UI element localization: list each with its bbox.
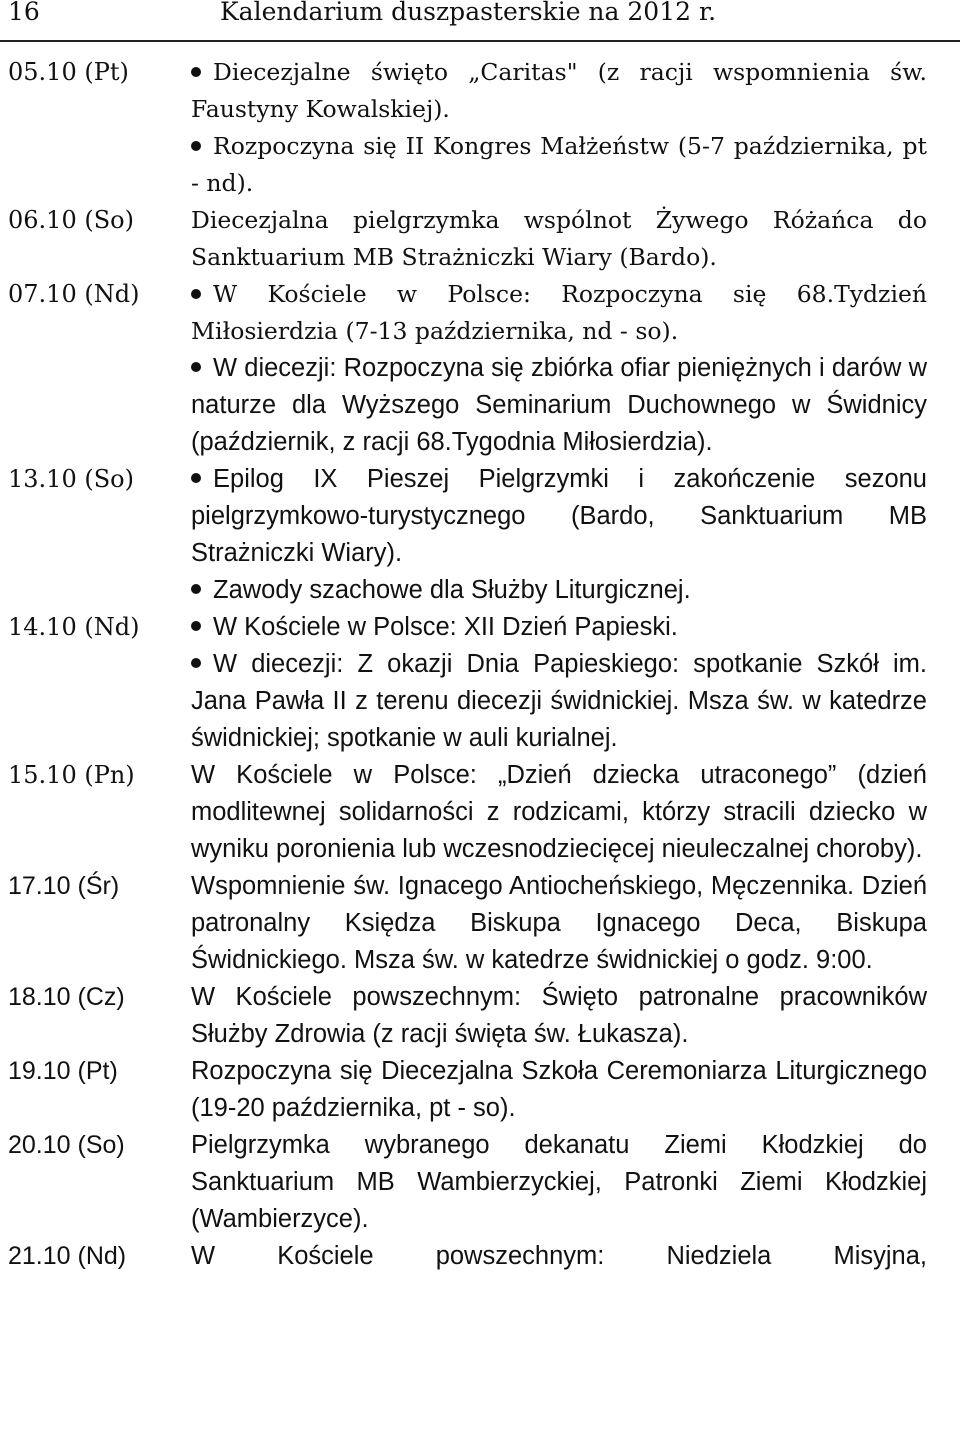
entry-item (191, 461, 927, 572)
calendar-entry (0, 202, 960, 276)
entry-text: Zawody szachowe dla Służby Liturgicznej. (213, 576, 691, 604)
bullet-icon (191, 141, 201, 151)
entry-text: W diecezji: Z okazji Dnia Papieskiego: spotkanie Szkół im. Jana Pawła II z terenu diecezji świdnickiej. Msza św. w katedrze świdnickiej; spotkanie w auli kurialnej. (191, 650, 927, 752)
running-title: Kalendarium duszpasterskie na 2012 r. (220, 0, 717, 26)
entry-text: W Kościele w Polsce: „Dzień dziecka utraconego” (dzień modlitewnej solidarności z rodzicami, którzy stracili dziecko w wyniku poronienia lub wczesnodziecięcej nieuleczalnej choroby). (191, 761, 927, 863)
page-number: 16 (8, 0, 40, 26)
entry-date: 13.10 (So) (8, 465, 134, 493)
calendar-entry (0, 1053, 960, 1127)
bullet-icon (191, 473, 201, 483)
entry-text: Diecezjalna pielgrzymka wspólnot Żywego Różańca do Sanktuarium MB Strażniczki Wiary (Bardo). (191, 206, 927, 271)
entry-text: W Kościele powszechnym: Święto patronalne pracowników Służby Zdrowia (z racji święta św. Łukasza). (191, 983, 927, 1048)
entry-date: 15.10 (Pn) (8, 761, 135, 789)
entry-item (191, 868, 927, 979)
entry-text: W Kościele w Polsce: XII Dzień Papieski. (213, 613, 678, 641)
entry-date: 14.10 (Nd) (8, 613, 140, 641)
entry-text: W diecezji: Rozpoczyna się zbiórka ofiar pieniężnych i darów w naturze dla Wyższego Seminarium Duchownego w Świdnicy (październik, z racji 68.Tygodnia Miłosierdzia). (191, 354, 927, 456)
calendar-entry (0, 276, 960, 461)
calendar-entry (0, 461, 960, 609)
entry-item (191, 1053, 927, 1127)
entry-item (191, 979, 927, 1053)
entry-item (191, 1238, 927, 1275)
entry-text: Rozpoczyna się II Kongres Małżeństw (5-7 października, pt - nd). (191, 132, 927, 197)
entry-date: 18.10 (Cz) (8, 983, 125, 1011)
entry-item (191, 757, 927, 868)
calendar-entry (0, 979, 960, 1053)
entry-date: 17.10 (Śr) (8, 872, 120, 900)
calendar-entry (0, 868, 960, 979)
bullet-icon (191, 584, 201, 594)
entry-item (191, 350, 927, 461)
calendar-entry (0, 1127, 960, 1238)
entry-item (191, 646, 927, 757)
bullet-icon (191, 658, 201, 668)
calendar-entry (0, 54, 960, 202)
entry-date: 06.10 (So) (8, 206, 134, 234)
calendar-entry (0, 609, 960, 757)
bullet-icon (191, 289, 201, 299)
bullet-icon (191, 362, 201, 372)
entry-item (191, 572, 927, 609)
calendar-entry (0, 1238, 960, 1275)
entry-item (191, 276, 927, 350)
entry-date: 20.10 (So) (8, 1131, 125, 1159)
bullet-icon (191, 621, 201, 631)
entry-text: Epilog IX Pieszej Pielgrzymki i zakończenie sezonu pielgrzymkowo-turystycznego (Bardo, Sanktuarium MB Strażniczki Wiary). (191, 465, 927, 567)
calendar-entries (0, 54, 960, 1275)
entry-date: 21.10 (Nd) (8, 1242, 127, 1270)
entry-date: 05.10 (Pt) (8, 58, 129, 86)
entry-text: Diecezjalne święto „Caritas" (z racji wspomnienia św. Faustyny Kowalskiej). (191, 58, 927, 123)
entry-text: Wspomnienie św. Ignacego Antiocheńskiego, Męczennika. Dzień patronalny Księdza Biskupa Ignacego Deca, Biskupa Świdnickiego. Msza św. w katedrze świdnickiej o godz. 9:00. (191, 872, 927, 974)
page-header (0, 0, 960, 42)
entry-text: Rozpoczyna się Diecezjalna Szkoła Ceremoniarza Liturgicznego (19-20 października, pt - so). (191, 1057, 927, 1122)
entry-text: W Kościele powszechnym: Niedziela Misyjna, (191, 1242, 927, 1270)
entry-text: Pielgrzymka wybranego dekanatu Ziemi Kłodzkiej do Sanktuarium MB Wambierzyckiej, Patronki Ziemi Kłodzkiej (Wambierzyce). (191, 1131, 927, 1233)
entry-item (191, 54, 927, 128)
entry-text: W Kościele w Polsce: Rozpoczyna się 68.Tydzień Miłosierdzia (7-13 października, nd - so). (191, 280, 927, 345)
entry-item (191, 609, 927, 646)
entry-date: 07.10 (Nd) (8, 280, 140, 308)
calendar-entry (0, 757, 960, 868)
entry-item (191, 202, 927, 276)
entry-date: 19.10 (Pt) (8, 1057, 118, 1085)
entry-item (191, 1127, 927, 1238)
entry-item (191, 128, 927, 202)
bullet-icon (191, 67, 201, 77)
